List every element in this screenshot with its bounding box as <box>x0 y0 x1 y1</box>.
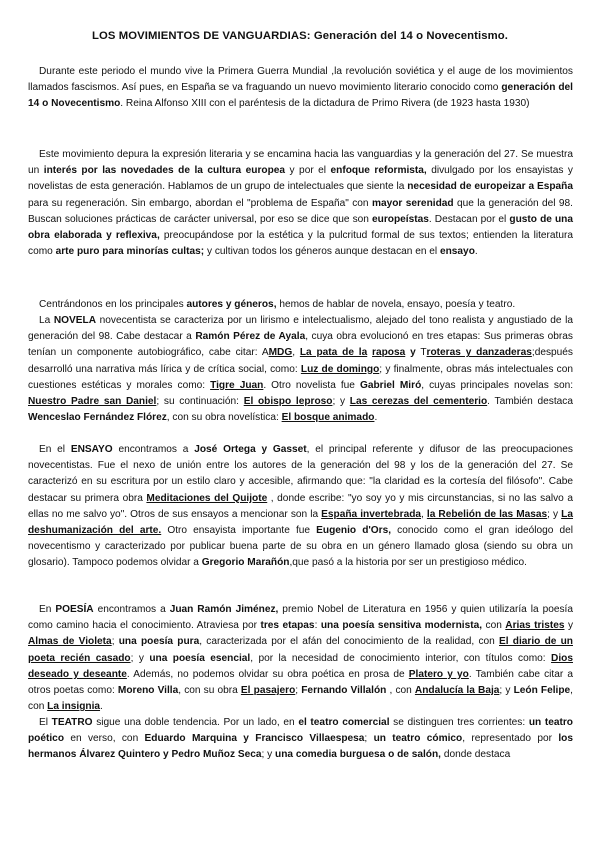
bold-text: interés por las novedades de la cultura europea <box>43 165 286 177</box>
text-run: ; y <box>261 749 276 761</box>
work-title: Platero y yo <box>408 668 469 680</box>
text-run: ; y <box>499 685 514 697</box>
work-title: Andalucía la Baja <box>414 685 500 697</box>
work-title: El obispo leproso <box>243 396 333 408</box>
bold-text: europeístas <box>372 213 429 225</box>
bold-text: un teatro poético <box>28 717 573 745</box>
work-title: roteras y danzaderas <box>426 347 532 359</box>
text-run: , cuya obra evolucionó en tres etapas: Sus primeras obras tenían un componente autobiográfico, cabe citar: A <box>28 331 573 359</box>
text-run: , con su obra <box>178 685 241 697</box>
text-run: y cultivan todos los géneros aunque destacan en el <box>204 246 440 258</box>
text-run: . Destacan por el <box>428 213 510 225</box>
bold-text: una poesía pura <box>118 636 200 648</box>
text-run: , con su obra novelística: <box>166 412 282 424</box>
text-run: Centrándonos en los principales <box>39 299 187 310</box>
work-title: Nuestro Padre san Daniel <box>28 396 157 408</box>
text-run: Este movimiento depura la expresión literaria y se encamina hacia las vanguardias y la generación del 27. Se muestra un <box>28 149 573 177</box>
bold-text: Juan Ramón Jiménez, <box>169 604 279 615</box>
text-run: . Otro novelista fue <box>263 379 360 391</box>
text-run: sigue una doble tendencia. Por un lado, en <box>92 717 299 728</box>
bold-text: tres etapas <box>260 620 315 632</box>
work-title: Tigre Juan <box>210 379 264 391</box>
work-title: raposa <box>372 347 406 359</box>
text-run: ; y <box>130 652 150 664</box>
bold-text: una comedia burguesa o de salón, <box>275 749 441 761</box>
text-run: . <box>474 246 478 258</box>
text-run: , por la necesidad de conocimiento interior, con títulos como: <box>250 652 552 664</box>
text-run: . También cabe citar a otros poetas como: <box>28 668 573 697</box>
text-run: en verso, con <box>64 733 145 745</box>
text-run: premio Nobel de Literatura en 1956 y quien utilizaría la poesía como camino hacia el conocimiento. Atraviesa por <box>28 604 573 632</box>
bold-text: una poesía esencial <box>149 652 251 664</box>
text-run: ;después desarrolló una narrativa más lírica y de crítica social, como: <box>28 347 573 375</box>
bold-text: POESÍA <box>55 604 94 615</box>
text-run: encontramos a <box>112 444 195 455</box>
bold-text: Wenceslao Fernández Flórez <box>28 412 167 424</box>
text-run: . <box>100 701 103 713</box>
text-run: , representado por <box>462 733 559 745</box>
work-title: MDG <box>268 347 293 359</box>
text-run: En el <box>39 444 71 455</box>
work-title: Luz de domingo <box>300 363 380 375</box>
bold-text: ENSAYO <box>70 444 113 455</box>
text-run: ; su continuación: <box>156 396 244 408</box>
bold-text: necesidad de europeizar a España <box>407 181 573 193</box>
text-run: : <box>314 620 321 632</box>
teatro-paragraph <box>28 715 573 764</box>
bold-text: enfoque reformista, <box>330 165 427 177</box>
work-title: España invertebrada <box>321 508 422 520</box>
bold-text: Fernando Villalón <box>301 685 387 697</box>
movement-paragraph <box>28 147 573 260</box>
text-run: En <box>39 604 56 615</box>
text-run: para su regeneración. Sin embargo, abordan el "problema de España" con <box>28 197 372 209</box>
bold-text: Eugenio d'Ors, <box>316 525 392 537</box>
bold-text: Gregorio Marañón <box>201 557 290 569</box>
text-run: . También destaca <box>487 396 573 408</box>
text-run: , cuyas principales novelas son: <box>421 379 574 391</box>
work-title: La pata de la <box>299 347 368 359</box>
work-title: El diario de un poeta recién casado <box>28 636 573 664</box>
bold-text: Ramón Pérez de Ayala <box>195 331 306 343</box>
poesia-paragraph <box>28 602 573 715</box>
bold-text: TEATRO <box>51 717 93 728</box>
ensayo-paragraph <box>28 442 573 572</box>
work-title: Arias tristes <box>505 620 565 632</box>
bold-text: Gabriel Miró <box>359 379 422 391</box>
text-run: ; <box>295 685 302 697</box>
text-run: ; y <box>332 396 350 408</box>
text-run: y por el <box>285 165 331 177</box>
bold-text: ensayo <box>439 246 475 258</box>
text-run: T <box>415 347 427 359</box>
document-title: LOS MOVIMIENTOS DE VANGUARDIAS: Generación del 14 o Novecentismo. <box>92 30 508 42</box>
bold-text: los hermanos Álvarez Quintero y Pedro Muñoz Seca <box>28 733 573 761</box>
bold-text: generación del 14 o Novecentismo <box>28 82 573 110</box>
text-run: ; <box>364 733 374 745</box>
bold-text: León Felipe <box>513 685 571 697</box>
work-title: Meditaciones del Quijote <box>146 492 268 504</box>
text-run: , con <box>386 685 415 697</box>
text-run: ; y <box>547 508 562 520</box>
novela-paragraph <box>28 313 573 426</box>
text-run: , caracterizada por el afán del conocimiento de la realidad, con <box>199 636 499 648</box>
authors-genres-paragraph <box>28 297 573 313</box>
text-run: hemos de hablar de novela, ensayo, poesía y teatro. <box>276 299 516 310</box>
text-run: ; <box>111 636 119 648</box>
text-run: y <box>564 620 574 632</box>
text-run: novecentista se caracteriza por un lirismo e intelectualismo, alejado del tono realista y angustiado de la generación del 98. Cabe destacar a <box>28 315 574 343</box>
work-title: La deshumanización del arte. <box>28 508 573 537</box>
bold-text: José Ortega y Gasset <box>194 444 307 455</box>
text-run: divulgado por los ensayistas y novelistas de esta generación. Hablamos de un grupo de intelectuales que siente la <box>28 165 573 193</box>
text-run: donde destaca <box>441 749 511 761</box>
text-run: , el principal referente y difusor de las preocupaciones novecentistas. Fue el nexo de unión entre los autores de la generación del 98 y los de la generación del 27. Se caracterizó en su escritura por un estilo claro y accesible, afirmando que: "la claridad es la cortesía del filósofo". Cabe destacar su primera obra <box>28 444 573 504</box>
text-run: , <box>421 508 427 520</box>
text-run: Otro ensayista importante fue <box>161 525 317 537</box>
text-run: , donde escribe: "yo soy yo y mis circunstancias, si no las salvo a ellas no me salvo yo". Otros de sus ensayos a mencionar son la <box>28 492 573 520</box>
text-run: . <box>374 412 378 424</box>
text-run: se distinguen tres corrientes: <box>389 717 529 728</box>
text-run: ,que pasó a la historia por ser un prestigioso médico. <box>289 557 527 569</box>
work-title: la Rebelión de las Masas <box>426 508 548 520</box>
work-title: El pasajero <box>240 685 296 697</box>
text-run: encontramos a <box>93 604 170 615</box>
bold-text: el teatro comercial <box>298 717 390 728</box>
bold-text: gusto de una obra elaborada y reflexiva, <box>28 213 573 242</box>
bold-text: mayor serenidad <box>371 197 454 209</box>
bold-text: NOVELA <box>53 315 97 326</box>
work-title: Almas de Violeta <box>28 636 112 648</box>
text-run: , <box>292 347 300 359</box>
text-run: El <box>39 717 52 728</box>
text-run: que la generación del 98. Buscan soluciones prácticas de carácter universal, por eso se dice que son <box>28 197 573 225</box>
work-title: Las cerezas del cementerio <box>349 396 488 408</box>
text-run: , con <box>28 685 573 713</box>
text-run: La <box>39 315 54 326</box>
bold-text: autores y géneros, <box>186 299 277 310</box>
text-run: . Además, no podemos olvidar su obra poética en prosa de <box>126 668 409 680</box>
text-run: preocupándose por la estética y la pulcritud formal de sus textos; entienden la literatura como <box>28 230 574 258</box>
work-title: La insignia <box>47 701 101 713</box>
text-run: conocido como el gran ideólogo del novecentismo y caracterizado por publicar buena parte de su obra en un género llamado glosa (siendo su obra un glosario). Tampoco podemos olvidar a <box>28 525 573 569</box>
text-run: ; y finalmente, obras más intelectuales con cuestiones estéticas y morales como: <box>28 363 573 391</box>
text-run: con <box>482 620 506 632</box>
work-title: El bosque animado <box>281 412 375 424</box>
intro-paragraph <box>28 64 573 113</box>
bold-text: Eduardo Marquina y Francisco Villaespesa <box>144 733 365 745</box>
bold-text: una poesía sensitiva modernista, <box>320 620 483 632</box>
work-title: Dios deseado y deseante <box>28 652 573 680</box>
bold-text: arte puro para minorías cultas; <box>55 246 205 258</box>
bold-text: Moreno Villa <box>117 685 179 697</box>
text-run: Durante este periodo el mundo vive la Primera Guerra Mundial ,la revolución soviética y el auge de los movimientos llamados fascismos. Así pues, en España se va fraguando un nuevo movimiento literario conocido como <box>28 66 573 94</box>
text-run: . Reina Alfonso XIII con el paréntesis de la dictadura de Primo Rivera (de 1923 hasta 1930) <box>120 98 530 110</box>
bold-text: un teatro cómico <box>373 733 463 745</box>
bold-text: y <box>410 347 416 359</box>
